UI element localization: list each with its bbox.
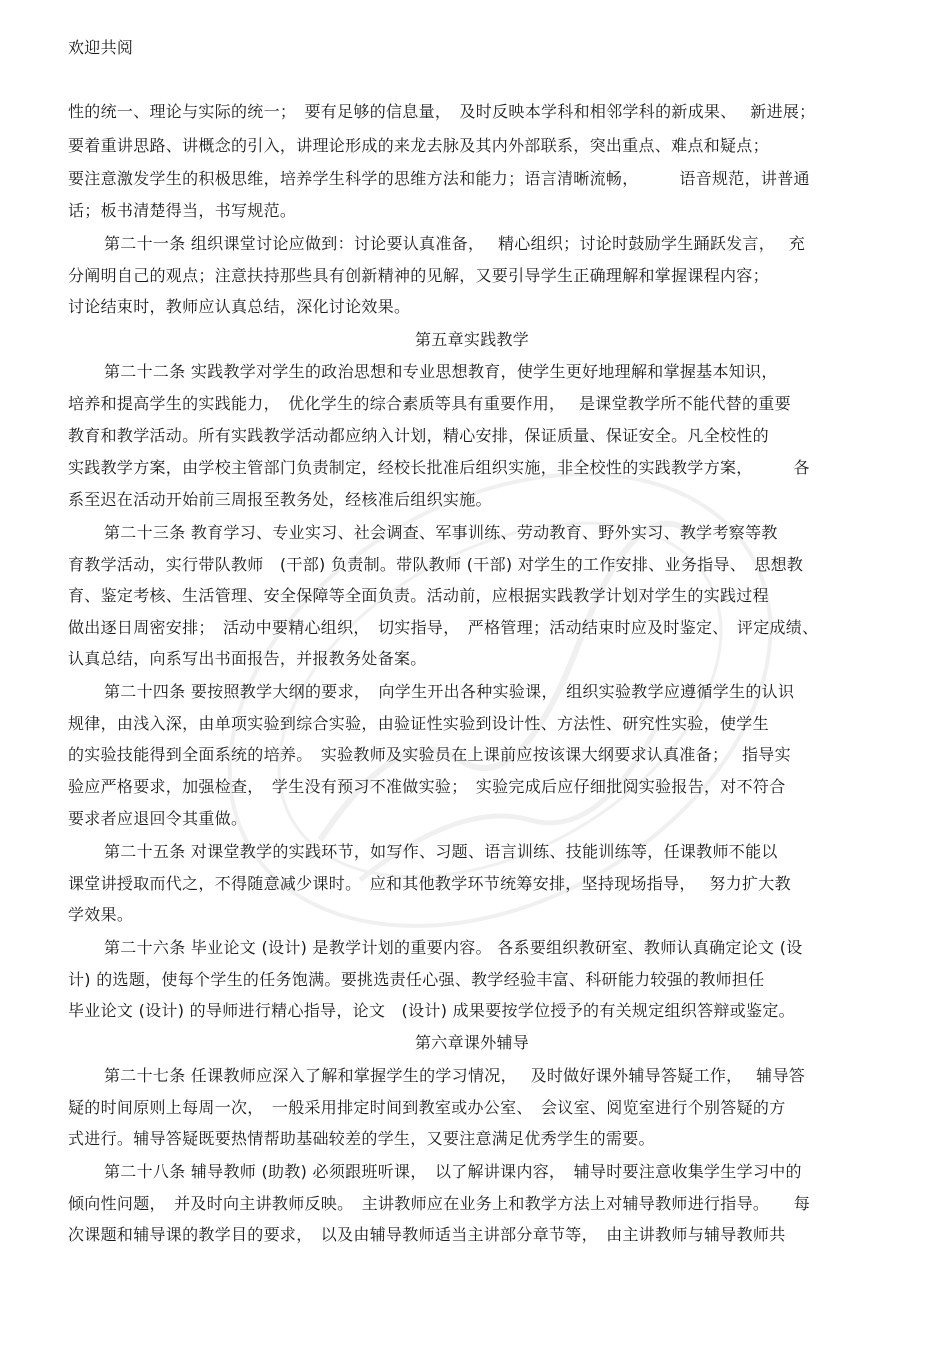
text-line: 做出逐日周密安排； 活动中要精心组织， 切实指导， 严格管理；活动结束时应及时鉴定、 评定成绩、 [68,618,819,637]
text-line: 认真总结，向系写出书面报告，并报教务处备案。 [68,649,427,668]
text-line: 育教学活动，实行带队教师 (干部) 负责制。带队教师 (干部) 对学生的工作安排、业务指导、 思想教 [68,555,804,574]
article-23: 第二十三条 教育学习、专业实习、社会调查、军事训练、劳动教育、野外实习、教学考察等教 [104,523,778,542]
text-line: 学效果。 [68,905,134,924]
text-line: 计) 的选题，使每个学生的任务饱满。要挑选责任心强、教学经验丰富、科研能力较强的教师担任 [68,970,765,989]
text-line: 验应严格要求，加强检查， 学生没有预习不准做实验； 实验完成后应仔细批阅实验报告，对不符合 [68,777,786,796]
article-27: 第二十七条 任课教师应深入了解和掌握学生的学习情况， 及时做好课外辅导答疑工作， 辅导答 [104,1066,806,1085]
text-line: 规律，由浅入深，由单项实验到综合实验，由验证性实验到设计性、方法性、研究性实验，使学生 [68,714,769,733]
text-line: 疑的时间原则上每周一次， 一般采用排定时间到教室或办公室、 会议室、阅览室进行个别答疑的方 [68,1098,786,1117]
text-line: 实践教学方案，由学校主管部门负责制定，经校长批准后组织实施，非全校性的实践教学方案， 各 [68,458,810,477]
text-line: 毕业论文 (设计) 的导师进行精心指导，论文 (设计) 成果要按学位授予的有关规定组织答辩或鉴定。 [68,1001,795,1020]
chapter-5-heading: 第五章实践教学 [415,330,530,349]
text-line: 培养和提高学生的实践能力， 优化学生的综合素质等具有重要作用， 是课堂教学所不能代替的重要 [68,394,791,413]
article-24: 第二十四条 要按照教学大纲的要求， 向学生开出各种实验课， 组织实验教学应遵循学生的认识 [104,682,795,701]
article-22: 第二十二条 实践教学对学生的政治思想和专业思想教育，使学生更好地理解和掌握基本知识， [104,362,778,381]
text-line: 系至迟在活动开始前三周报至教务处，经核准后组织实施。 [68,490,492,509]
text-line: 要求者应退回令其重做。 [68,809,248,828]
text-line: 讨论结束时，教师应认真总结，深化讨论效果。 [68,297,411,316]
page-header: 欢迎共阅 [68,38,134,57]
text-line: 话；板书清楚得当，书写规范。 [68,201,297,220]
text-line: 要着重讲思路、讲概念的引入，讲理论形成的来龙去脉及其内外部联系，突出重点、难点和疑点； [68,136,769,155]
article-26: 第二十六条 毕业论文 (设计) 是教学计划的重要内容。 各系要组织教研室、教师认真确定论文 (设 [104,938,803,957]
article-21: 第二十一条 组织课堂讨论应做到：讨论要认真准备， 精心组织；讨论时鼓励学生踊跃发言， 充 [104,234,806,253]
text-line: 分阐明自己的观点；注意扶持那些具有创新精神的见解，又要引导学生正确理解和掌握课程内容； [68,266,769,285]
article-25: 第二十五条 对课堂教学的实践环节，如写作、习题、语言训练、技能训练等，任课教师不能以 [104,842,778,861]
text-line: 性的统一、理论与实际的统一； 要有足够的信息量， 及时反映本学科和相邻学科的新成果、 新进展； [68,102,816,121]
text-line: 课堂讲授取而代之，不得随意减少课时。 应和其他教学环节统筹安排，坚持现场指导， 努力扩大教 [68,874,791,893]
text-line: 的实验技能得到全面系统的培养。 实验教师及实验员在上课前应按该课大纲要求认真准备； 指导实 [68,745,791,764]
text-line: 次课题和辅导课的教学目的要求， 以及由辅导教师适当主讲部分章节等， 由主讲教师与辅导教师共 [68,1225,786,1244]
text-line: 式进行。辅导答疑既要热情帮助基础较差的学生，又要注意满足优秀学生的需要。 [68,1129,655,1148]
text-line: 教育和教学活动。所有实践教学活动都应纳入计划，精心安排，保证质量、保证安全。凡全校性的 [68,426,769,445]
text-line: 倾向性问题， 并及时向主讲教师反映。 主讲教师应在业务上和教学方法上对辅导教师进行指导。 每 [68,1194,811,1213]
chapter-6-heading: 第六章课外辅导 [415,1033,530,1052]
text-line: 育、鉴定考核、生活管理、安全保障等全面负责。活动前，应根据实践教学计划对学生的实践过程 [68,586,769,605]
text-line: 要注意激发学生的积极思维，培养学生科学的思维方法和能力；语言清晰流畅， 语音规范，讲普通 [68,169,810,188]
article-28: 第二十八条 辅导教师 (助教) 必须跟班听课， 以了解讲课内容， 辅导时要注意收集学生学习中的 [104,1162,802,1181]
